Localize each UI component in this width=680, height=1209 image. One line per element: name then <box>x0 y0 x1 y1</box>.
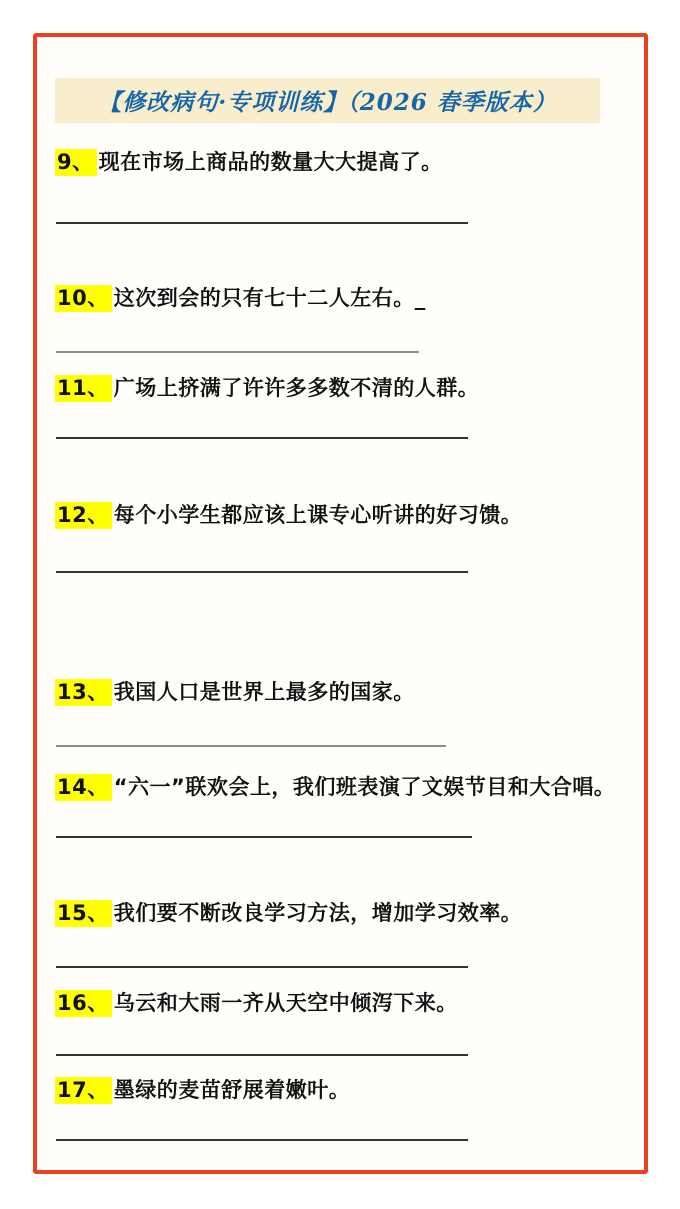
answer-line-10 <box>56 351 419 353</box>
item-number-highlight: 16、 <box>55 990 112 1017</box>
item-number-highlight: 17、 <box>55 1077 112 1104</box>
item-number-highlight: 14、 <box>55 774 112 801</box>
item-number-highlight: 9、 <box>55 149 97 176</box>
answer-line-15 <box>56 966 468 968</box>
exercise-item-13 <box>55 677 415 707</box>
worksheet-border-frame <box>33 33 648 1174</box>
exercise-item-15 <box>55 898 522 928</box>
exercise-item-17 <box>55 1075 350 1105</box>
answer-line-17 <box>56 1139 468 1141</box>
item-number-highlight: 13、 <box>55 679 112 706</box>
item-number-highlight: 10、 <box>55 285 112 312</box>
answer-line-9 <box>56 222 468 224</box>
item-sentence-text: 每个小学生都应该上课专心听讲的好习馈。 <box>113 503 523 527</box>
item-sentence-text: 广场上挤满了许许多多数不清的人群。 <box>113 376 480 400</box>
item-sentence-text: 墨绿的麦苗舒展着嫩叶。 <box>113 1078 351 1102</box>
answer-line-16 <box>56 1054 468 1056</box>
exercise-item-10 <box>55 283 426 313</box>
exercise-item-16 <box>55 988 458 1018</box>
exercise-item-14 <box>55 772 615 802</box>
item-number-highlight: 12、 <box>55 502 112 529</box>
exercise-item-11 <box>55 373 479 403</box>
answer-line-11 <box>56 437 468 439</box>
item-sentence-text: 现在市场上商品的数量大大提高了。 <box>98 150 443 174</box>
exercise-item-9 <box>55 147 443 177</box>
exercise-item-12 <box>55 500 522 530</box>
item-sentence-text: “六一”联欢会上，我们班表演了文娱节目和大合唱。 <box>113 775 616 799</box>
answer-line-13 <box>56 745 446 747</box>
answer-line-14 <box>56 836 472 838</box>
item-number-highlight: 15、 <box>55 900 112 927</box>
answer-line-12 <box>56 571 468 573</box>
item-sentence-text: 这次到会的只有七十二人左右。_ <box>113 286 426 310</box>
item-sentence-text: 我们要不断改良学习方法，增加学习效率。 <box>113 901 523 925</box>
item-sentence-text: 乌云和大雨一齐从天空中倾泻下来。 <box>113 991 458 1015</box>
item-sentence-text: 我国人口是世界上最多的国家。 <box>113 680 415 704</box>
worksheet-title: 【修改病句·专项训练】（2026 春季版本） <box>98 89 557 116</box>
title-banner <box>55 78 600 123</box>
item-number-highlight: 11、 <box>55 375 112 402</box>
